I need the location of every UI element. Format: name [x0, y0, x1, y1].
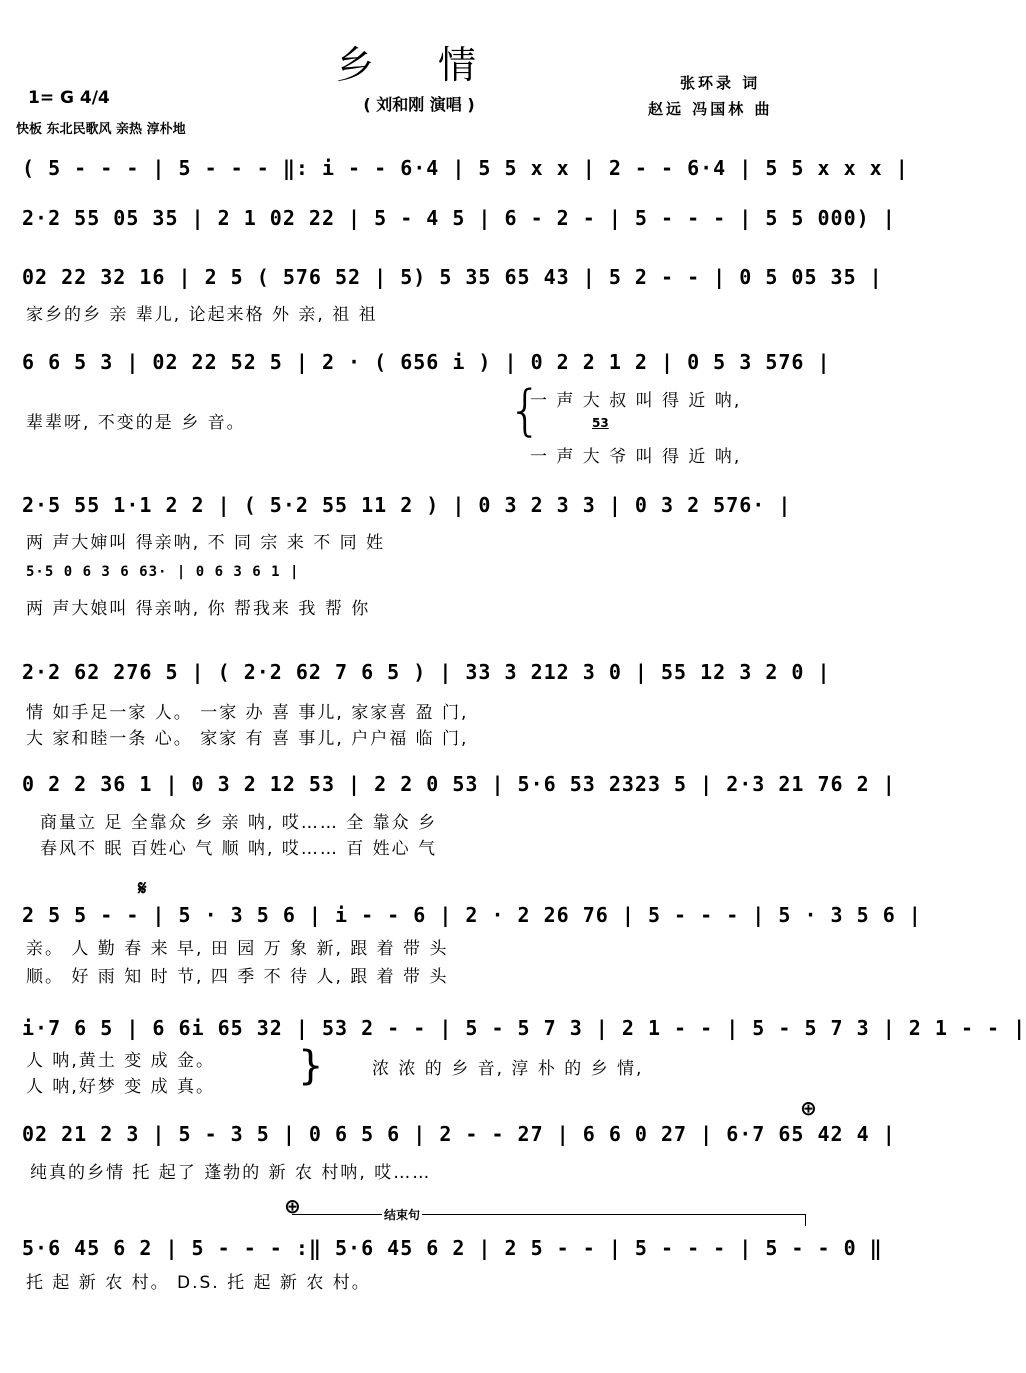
performer: ( 刘和刚 演唱 )	[363, 95, 475, 114]
brace-verse-2: 一 声 大 爷 叫 得 近 呐,	[530, 447, 742, 467]
score-row-4-lyrics: 辈辈呀, 不变的是 乡 音。	[26, 413, 246, 433]
score-row-2-notes: 2·2 55 05 35 | 2 1 02 22 | 5 - 4 5 | 6 - 2 - | 5 - - - | 5 5 000) |	[22, 206, 896, 230]
score-row-12-lyrics: 托 起 新 农 村。 D.S. 托 起 新 农 村。	[26, 1273, 371, 1293]
coda-label: 结束句	[384, 1208, 421, 1222]
verse-brace-right-icon: }	[298, 1043, 324, 1089]
score-row-11-notes: 02 21 2 3 | 5 - 3 5 | 0 6 5 6 | 2 - - 27 | 6 6 0 27 | 6·7 65 42 4 |	[22, 1122, 896, 1146]
score-row-1-notes: ( 5 - - - | 5 - - - ‖: i - - 6·4 | 5 5 x x | 2 - - 6·4 | 5 5 x x x |	[22, 156, 909, 180]
score-row-9-lyrics-1: 亲。 人 勤 春 来 早, 田 园 万 象 新, 跟 着 带 头	[26, 939, 449, 959]
score-row-5-notes: 2·5 55 1·1 2 2 | ( 5·2 55 11 2 ) | 0 3 2 3 3 | 0 3 2 576· |	[22, 493, 792, 517]
chorus-lyric: 浓 浓 的 乡 音, 淳 朴 的 乡 情,	[372, 1059, 644, 1079]
brace-verse-1: 一 声 大 叔 叫 得 近 呐,	[530, 391, 742, 411]
score-row-4-notes: 6 6 5 3 | 02 22 52 5 | 2 · ( 656 i ) | 0 2 2 1 2 | 0 5 3 576 |	[22, 350, 831, 374]
score-row-8-lyrics-1: 商量立 足 全靠众 乡 亲 呐, 哎…… 全 靠众 乡	[40, 813, 438, 833]
composer: 赵远 冯国林 曲	[648, 100, 773, 118]
score-row-3-notes: 02 22 32 16 | 2 5 ( 576 52 | 5) 5 35 65 43 | 5 2 - - | 0 5 05 35 |	[22, 265, 883, 289]
score-row-3-lyrics: 家乡的乡 亲 辈儿, 论起来格 外 亲, 祖 祖	[26, 305, 378, 325]
key-signature: 1= G 4/4	[28, 88, 110, 108]
lyricist: 张环录 词	[680, 74, 761, 92]
segno-icon: 𝄋	[138, 876, 147, 900]
score-row-8-notes: 0 2 2 36 1 | 0 3 2 12 53 | 2 2 0 53 | 5·6 53 2323 5 | 2·3 21 76 2 |	[22, 772, 896, 796]
score-row-10-notes: i·7 6 5 | 6 6i 65 32 | 53 2 - - | 5 - 5 7 3 | 2 1 - - | 5 - 5 7 3 | 2 1 - - |	[22, 1016, 1026, 1040]
tempo-marking: 快板 东北民歌风 亲热 淳朴地	[16, 122, 186, 137]
coda-icon: ⊕	[800, 1096, 817, 1120]
verse-brace-icon: {	[508, 379, 543, 442]
score-row-9-notes: 2 5 5 - - | 5 · 3 5 6 | i - - 6 | 2 · 2 26 76 | 5 - - - | 5 · 3 5 6 |	[22, 903, 922, 927]
score-row-5-lyrics: 两 声大婶叫 得亲呐, 不 同 宗 来 不 同 姓	[26, 533, 386, 553]
coda-bracket-end	[805, 1214, 806, 1226]
coda-bracket-line	[292, 1214, 806, 1215]
score-row-6-lyrics: 两 声大娘叫 得亲呐, 你 帮我来 我 帮 你	[26, 599, 371, 619]
score-row-10-lyrics-1: 人 呐,黄土 变 成 金。	[26, 1051, 216, 1071]
score-row-7-lyrics-1: 情 如手足一家 人。 一家 办 喜 事儿, 家家喜 盈 门,	[26, 703, 469, 723]
score-row-11-lyrics: 纯真的乡情 托 起了 蓬勃的 新 农 村呐, 哎……	[30, 1163, 432, 1183]
coda-start-icon: ⊕	[284, 1194, 301, 1218]
score-row-8-lyrics-2: 春风不 眠 百姓心 气 顺 呐, 哎…… 百 姓心 气	[40, 839, 438, 859]
score-row-7-lyrics-2: 大 家和睦一条 心。 家家 有 喜 事儿, 户户福 临 门,	[26, 729, 469, 749]
song-title: 乡 情	[335, 43, 503, 87]
score-row-12-notes: 5·6 45 6 2 | 5 - - - :‖ 5·6 45 6 2 | 2 5 - - | 5 - - - | 5 - - 0 ‖	[22, 1236, 883, 1260]
score-row-7-notes: 2·2 62 276 5 | ( 2·2 62 7 6 5 ) | 33 3 212 3 0 | 55 12 3 2 0 |	[22, 660, 831, 684]
brace-note: 53	[592, 416, 609, 430]
score-row-10-lyrics-2: 人 呐,好梦 变 成 真。	[26, 1077, 216, 1097]
score-row-6-notes: 5·5 0 6 3 6 63· | 0 6 3 6 1 |	[26, 564, 300, 580]
score-row-9-lyrics-2: 顺。 好 雨 知 时 节, 四 季 不 待 人, 跟 着 带 头	[26, 967, 449, 987]
